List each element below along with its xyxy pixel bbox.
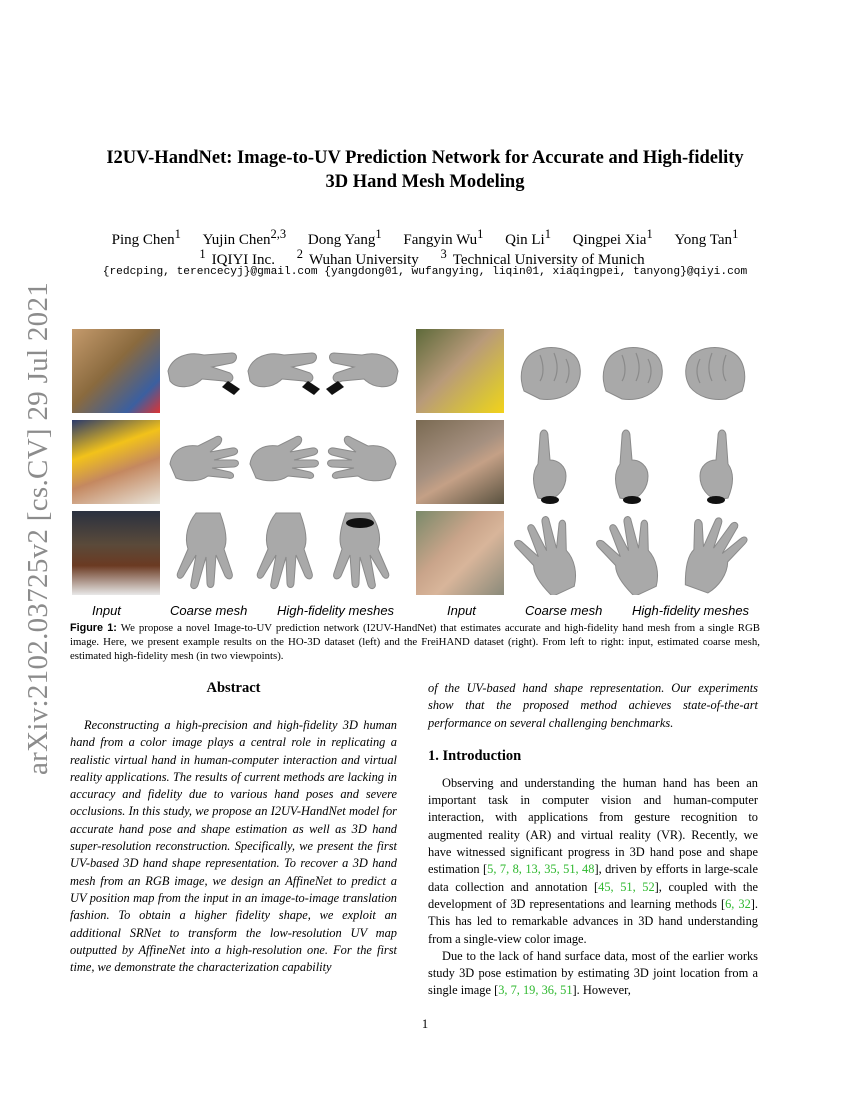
figure-label-coarse: Coarse mesh [170,603,248,618]
input-photo [72,420,160,504]
citation-link[interactable]: 3, 7, 19, 36, 51 [498,983,573,998]
affiliation: $^3$ Technical University of Munich [440,247,645,268]
input-photo [72,329,160,413]
high-fidelity-mesh [242,420,324,504]
page-number: 1 [421,1017,429,1031]
paper-title [60,146,790,194]
high-fidelity-mesh [592,511,674,595]
author: Fangyin Wu$^1$ [403,227,484,248]
high-fidelity-mesh [322,420,404,504]
abstract-continued: of the UV-based hand shape representation. Our experiments show that the proposed method achieves state-of-the-art performance on several challenging benchmarks. [428,681,758,730]
abstract-heading: Abstract [206,680,261,696]
abstract-text: Reconstructing a high-precision and high-fidelity 3D human hand from a color image plays a central role in replicating a realistic virtual hand in human-computer interaction and virtual reality applications. The results of current methods are lacking in accuracy and fidelity due to various hand poses and severe occlusions. In this study, we propose an I2UV-HandNet model for accurate hand pose and shape estimation as well as 3D hand super-resolution reconstruction. Specifically, we present the first UV-based 3D hand shape representation. To recover a 3D hand mesh from an RGB image, we design an AffineNet to predict a UV position map from the input in an image-to-image translation fashion. To obtain a higher fidelity shape, we exploit an additional SRNet to transform the low-resolution UV map outputted by AffineNet into a high-resolution one. For the first time, we demonstrate the characterization capability [70,718,397,975]
intro-paragraph: Due to the lack of hand surface data, most of the earlier works study 3D pose estimation by estimating 3D joint location from a single image [3, 7, 19, 36, 51]. However, [428,948,758,998]
affiliation: $^2$ Wuhan University [296,247,419,268]
author: Dong Yang$^1$ [307,227,382,248]
input-photo [416,511,504,595]
author-emails: {redcping, terencecyj}@gmail.com {yangdong01, wufangying, liqin01, xiaqingpei, tanyong}@qiyi.com [102,266,748,278]
title-line-2: 3D Hand Mesh Modeling [325,172,525,192]
coarse-mesh [162,331,244,415]
figure-caption [70,621,760,663]
left-column [70,680,397,976]
figure-1 [70,327,760,605]
high-fidelity-mesh [322,331,404,415]
intro-paragraph: Observing and understanding the human hand has been an important task in computer vision and human-computer interaction, with applications from gesture recognition to augmented reality (AR) and virtual reality (VR). Recently, we have witnessed significant progress in 3D hand pose and shape estimation [5, 7, 8, 13, 35, 51, 48], driven by efforts in large-scale data collection and annotation [45, 51, 52], coupled with the development of 3D representations and learning methods [6, 32]. This has led to remarkable advances in 3D hand understanding from a single-view color image. [428,775,759,946]
figure-label-input: Input [447,603,476,618]
coarse-mesh [162,511,244,595]
author: Yujin Chen$^{2,3}$ [202,227,287,248]
arxiv-identifier: arXiv:2102.03725v2 [cs.CV] 29 Jul 2021 [22,281,54,775]
right-column [428,680,758,1000]
high-fidelity-mesh [674,420,756,504]
coarse-mesh [510,420,592,504]
coarse-mesh [162,420,244,504]
affiliation: $^1$ IQIYI Inc. [199,247,275,268]
citation-link[interactable]: 6, 32 [725,896,751,911]
figure-label-high-fidelity: High-fidelity meshes [632,603,750,618]
input-photo [416,329,504,413]
high-fidelity-mesh [242,511,324,595]
author: Qingpei Xia$^1$ [572,227,653,248]
author: Yong Tan$^1$ [674,227,739,248]
caption-text: We propose a novel Image-to-UV prediction network (I2UV-HandNet) that estimates accurate and high-fidelity hand mesh from a single RGB image. Here, we present example results on the HO-3D dataset (left) and the FreiHAND dataset (right). From left to right: input, estimated coarse mesh, estimated high-fidelity mesh (in two viewpoints). [70,622,761,662]
title-line-1: I2UV-HandNet: Image-to-UV Prediction Network for Accurate and High-fidelity [106,148,744,168]
caption-label: Figure 1: [70,622,117,634]
figure-label-high-fidelity: High-fidelity meshes [277,603,395,618]
citation-link[interactable]: 5, 7, 8, 13, 35, 51, 48 [487,862,595,877]
high-fidelity-mesh [242,331,324,415]
figure-label-input: Input [92,603,121,618]
high-fidelity-mesh [592,331,674,415]
coarse-mesh [510,511,592,595]
citation-link[interactable]: 45, 51, 52 [598,879,655,894]
input-photo [72,511,160,595]
input-photo [416,420,504,504]
author: Qin Li$^1$ [505,227,551,248]
high-fidelity-mesh [674,331,756,415]
coarse-mesh [510,331,592,415]
section-heading-introduction: 1. Introduction [428,747,522,764]
high-fidelity-mesh [674,511,756,595]
author: Ping Chen$^1$ [111,227,181,248]
high-fidelity-mesh [322,511,404,595]
high-fidelity-mesh [592,420,674,504]
figure-label-coarse: Coarse mesh [525,603,603,618]
